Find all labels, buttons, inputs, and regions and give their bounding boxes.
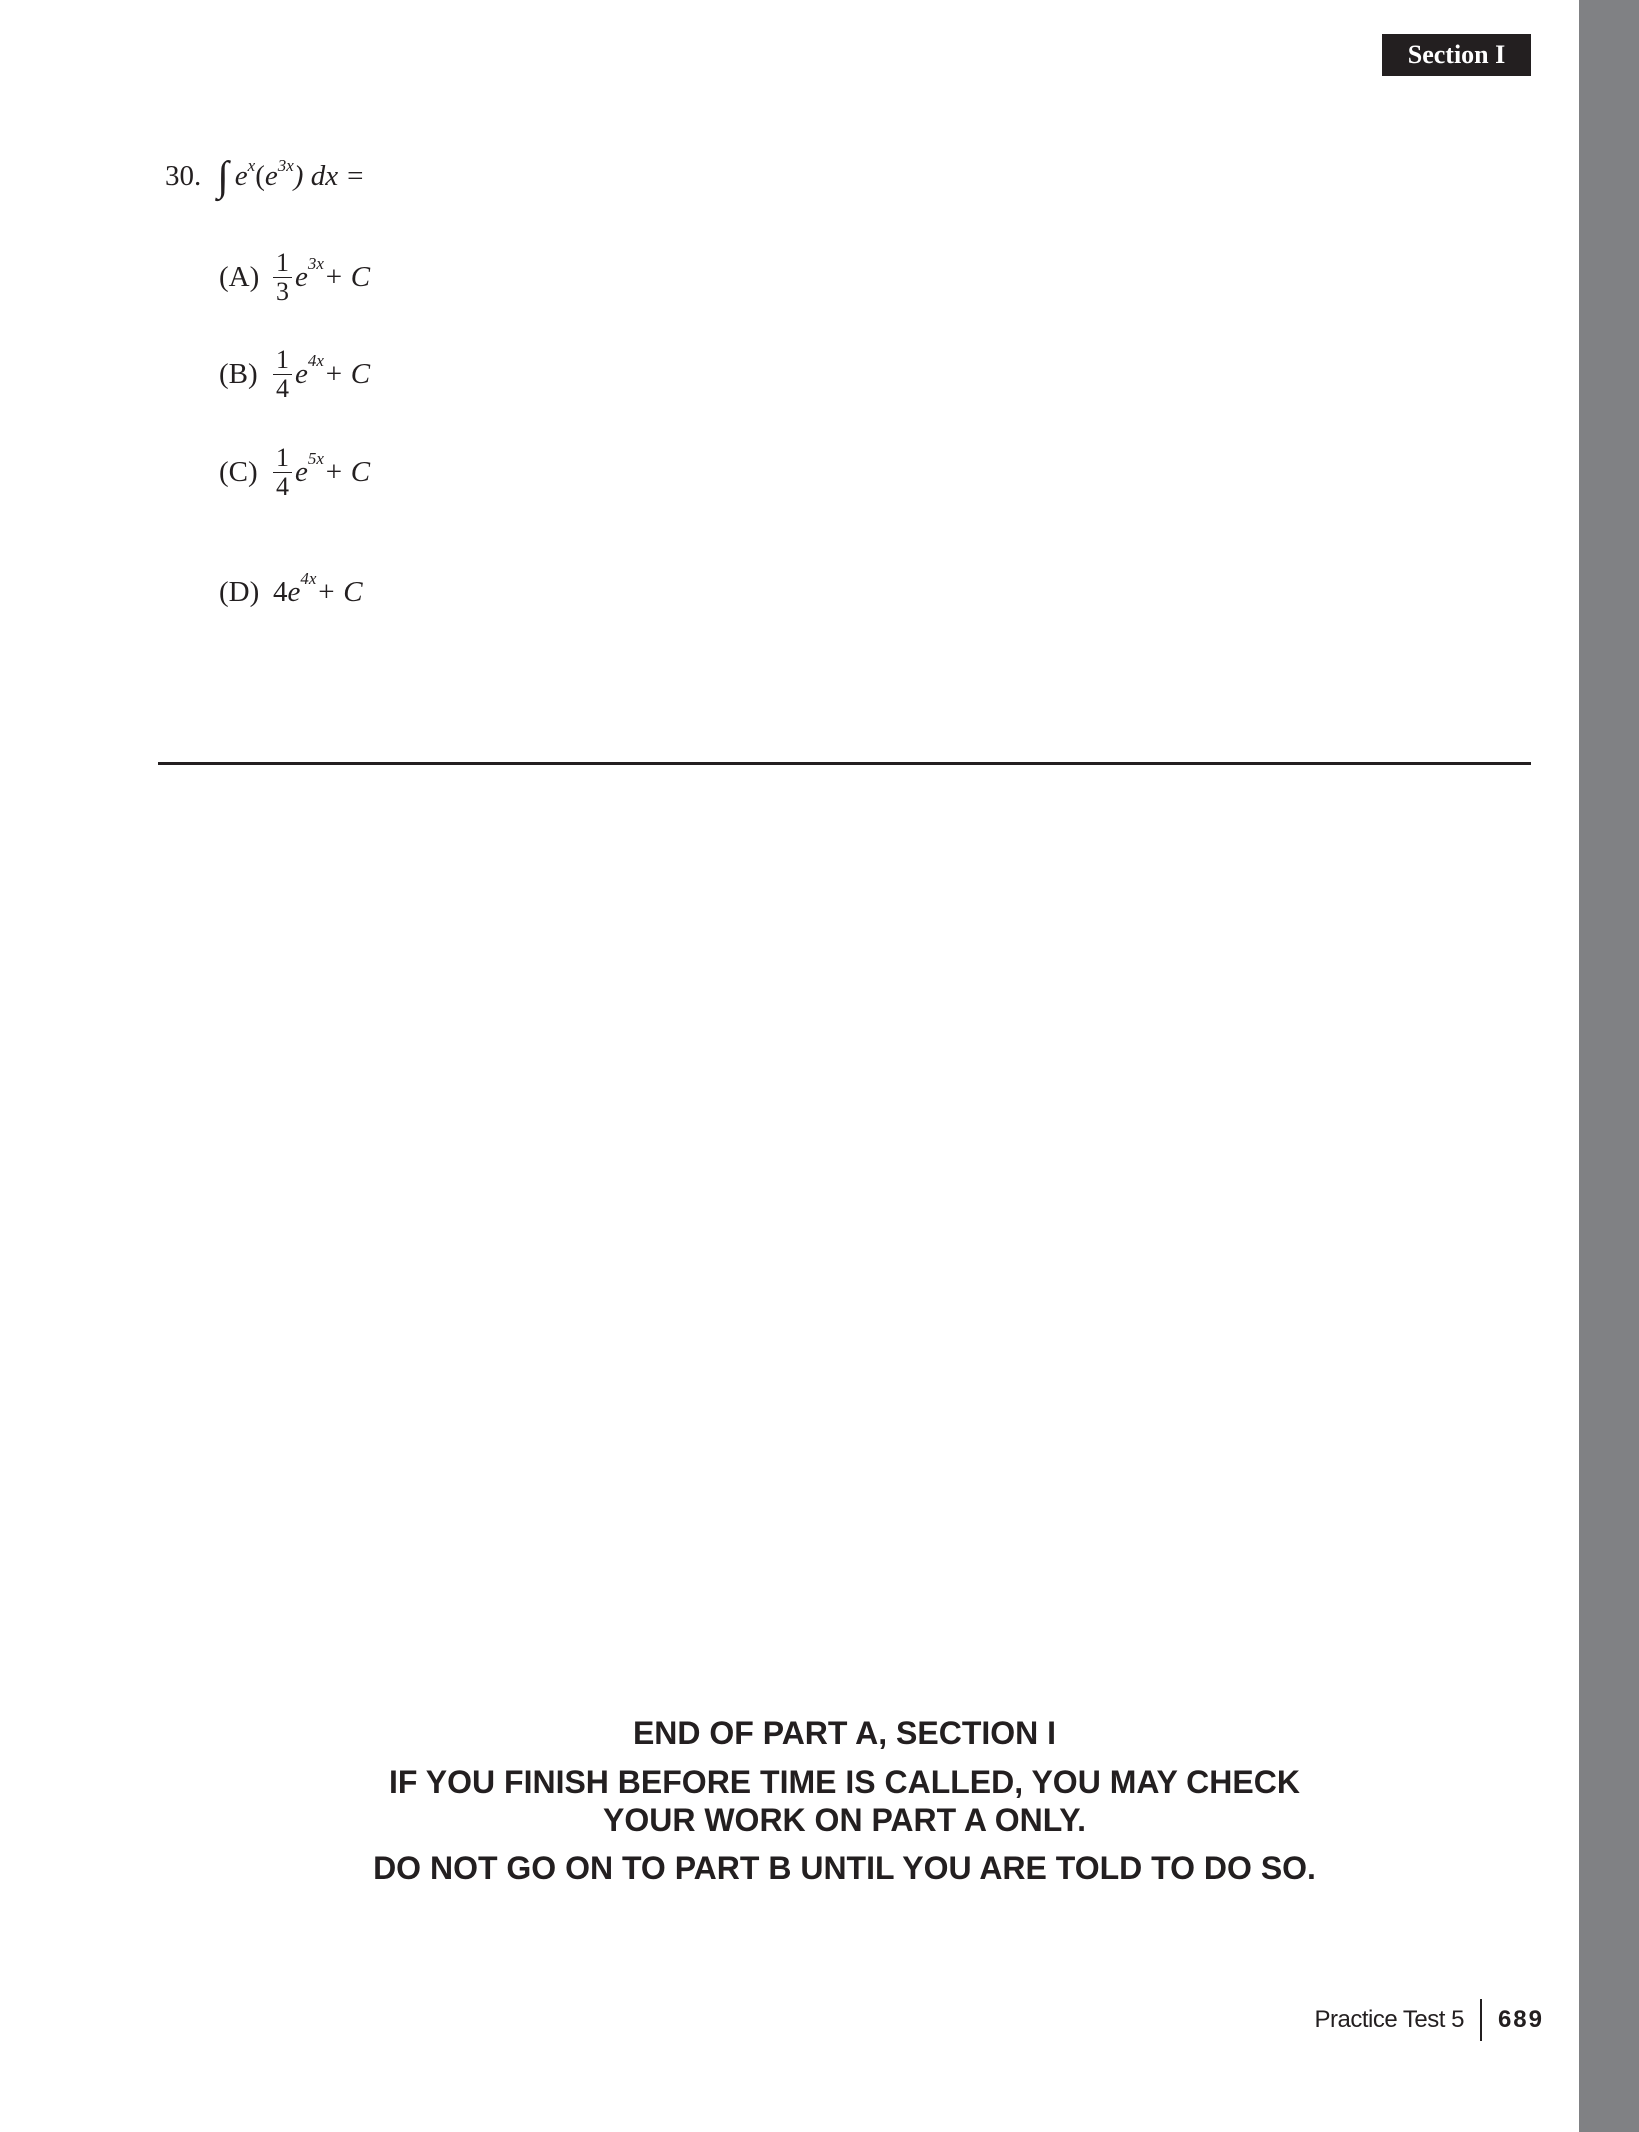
- horizontal-divider: [158, 762, 1531, 765]
- question-30: [165, 148, 365, 200]
- fraction: [273, 347, 292, 402]
- choice-base: e: [295, 261, 308, 293]
- integral-sign: ∫: [217, 154, 229, 200]
- choice-base: e: [287, 576, 301, 608]
- fraction-numerator: 1: [273, 250, 292, 278]
- fraction-denominator: 4: [276, 472, 289, 501]
- choice-b: [219, 347, 370, 402]
- fraction: [273, 445, 292, 500]
- choice-d: [219, 568, 363, 609]
- fraction-denominator: 4: [276, 374, 289, 403]
- choice-tail: + C: [323, 261, 371, 293]
- question-number: 30.: [165, 160, 202, 192]
- check-work-line-2: YOUR WORK ON PART A ONLY.: [603, 1802, 1086, 1838]
- page-number: 689: [1497, 2006, 1544, 2033]
- end-of-part-heading: END OF PART A, SECTION I: [632, 1715, 1057, 1751]
- choice-base: e: [295, 456, 308, 488]
- page-footer: [1314, 1999, 1544, 2041]
- choice-coefficient: 4: [273, 576, 288, 608]
- choice-exponent: 5x: [307, 448, 324, 468]
- choice-tail: + C: [316, 576, 363, 608]
- choice-exponent: 3x: [307, 253, 324, 273]
- choice-tail: + C: [323, 358, 371, 390]
- fraction-numerator: 1: [273, 445, 292, 473]
- choice-label: (B): [219, 358, 258, 390]
- choice-base: e: [295, 358, 308, 390]
- question-rest: ) dx =: [293, 160, 365, 192]
- choice-label: (C): [219, 456, 258, 488]
- question-base-1: e: [234, 160, 248, 192]
- question-base-2: e: [264, 160, 278, 192]
- question-open-paren: (: [255, 160, 265, 192]
- section-tab: Section I: [1382, 34, 1531, 76]
- fraction-numerator: 1: [273, 347, 292, 375]
- question-exponent-1: x: [247, 156, 256, 175]
- fraction: [273, 250, 292, 305]
- choice-tail: + C: [323, 456, 371, 488]
- footer-title: Practice Test 5: [1314, 2006, 1464, 2033]
- do-not-go-on-line: DO NOT GO ON TO PART B UNTIL YOU ARE TOLD TO DO SO.: [373, 1850, 1316, 1886]
- choice-exponent: 4x: [307, 350, 324, 370]
- choice-label: (D): [219, 576, 260, 608]
- choice-exponent: 4x: [300, 568, 317, 588]
- choice-c: [219, 445, 370, 500]
- check-work-line-1: IF YOU FINISH BEFORE TIME IS CALLED, YOU MAY CHECK: [389, 1764, 1300, 1800]
- choice-label: (A): [219, 261, 260, 293]
- question-exponent-2: 3x: [277, 156, 294, 175]
- fraction-denominator: 3: [276, 277, 289, 306]
- page-edge-bar: [1579, 0, 1639, 2132]
- footer-divider: [1480, 1999, 1482, 2041]
- choice-a: [219, 250, 370, 305]
